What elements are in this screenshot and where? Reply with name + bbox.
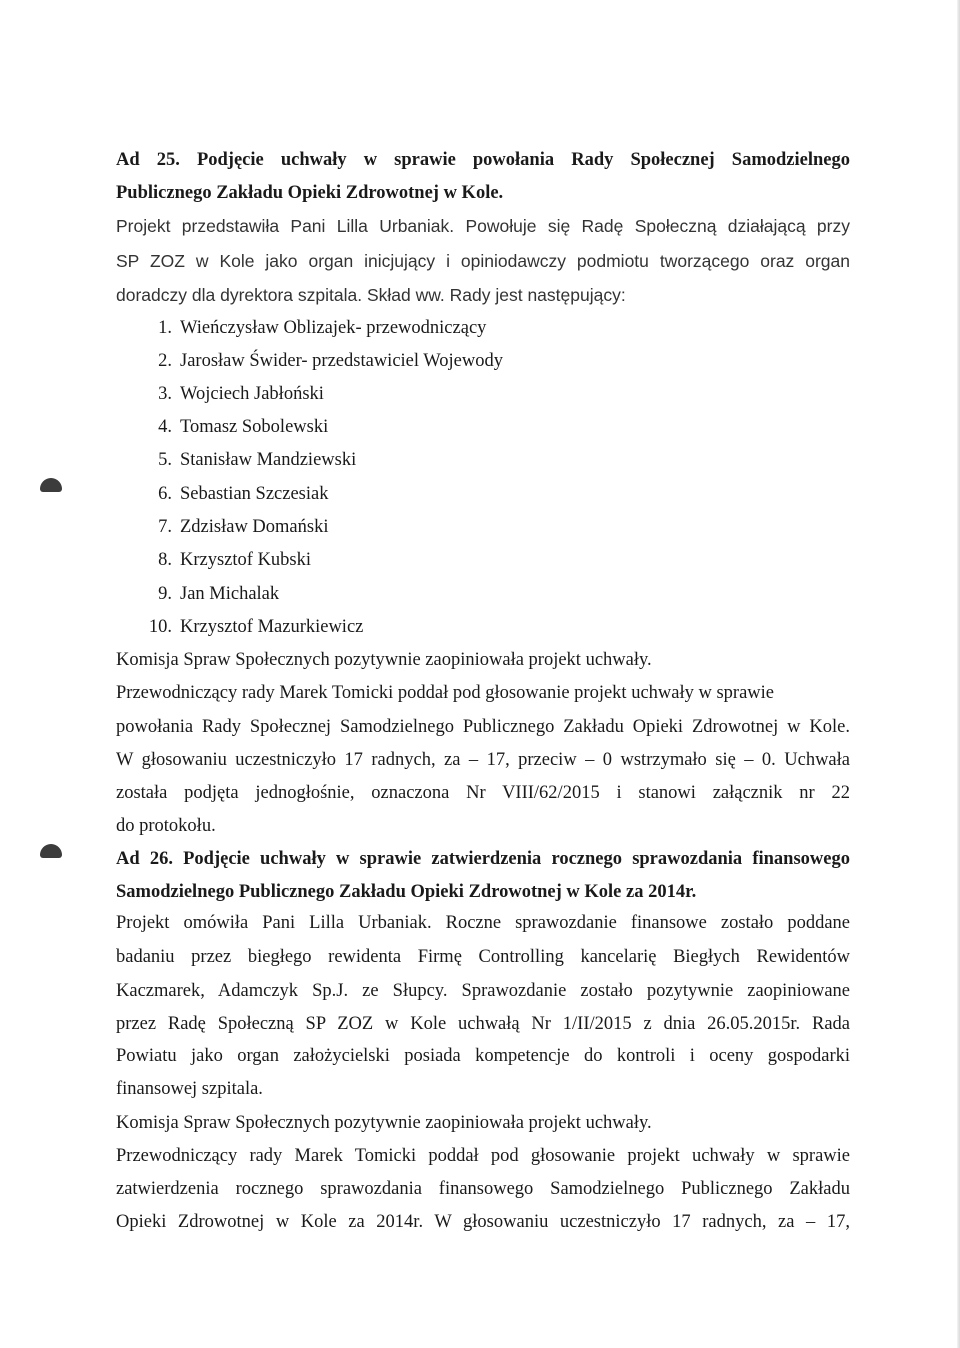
- list-item-number: 7.: [158, 517, 172, 537]
- list-item: [146, 317, 646, 339]
- list-item-number: 3.: [158, 384, 172, 404]
- paragraph-line: Powiatu jako organ założycielski posiada kompetencje do kontroli i oceny gospodarki: [116, 1046, 850, 1066]
- list-item-number: 6.: [158, 484, 172, 504]
- paragraph-line: Komisja Spraw Społecznych pozytywnie zaopiniowała projekt uchwały.: [116, 650, 652, 670]
- list-item: [146, 483, 646, 505]
- paragraph-line: Opieki Zdrowotnej w Kole za 2014r. W głosowaniu uczestniczyło 17 radnych, za – 17,: [116, 1212, 850, 1232]
- list-item-name: Tomasz Sobolewski: [180, 417, 329, 437]
- list-item-name: Krzysztof Kubski: [180, 550, 312, 570]
- paragraph-line: Projekt przedstawiła Pani Lilla Urbaniak. Powołuje się Radę Społeczną działającą przy: [116, 216, 850, 236]
- list-item-number: 1.: [158, 318, 172, 338]
- list-item-name: Krzysztof Mazurkiewicz: [180, 617, 364, 637]
- paragraph-line: przez Radę Społeczną SP ZOZ w Kole uchwałą Nr 1/II/2015 z dnia 26.05.2015r. Rada: [116, 1014, 850, 1034]
- list-item: [146, 616, 646, 638]
- list-item-name: Jarosław Świder- przedstawiciel Wojewody: [180, 351, 504, 371]
- list-item-name: Sebastian Szczesiak: [180, 484, 329, 504]
- paragraph-line: SP ZOZ w Kole jako organ inicjujący i opiniodawczy podmiotu tworzącego oraz organ: [116, 251, 850, 271]
- list-item: [146, 516, 646, 538]
- paragraph-line: do protokołu.: [116, 816, 216, 836]
- paragraph-line: doradczy dla dyrektora szpitala. Skład ww. Rady jest następujący:: [116, 285, 626, 305]
- list-item: [146, 549, 646, 571]
- section-heading-ad26: Ad 26. Podjęcie uchwały w sprawie zatwierdzenia rocznego sprawozdania finansowego: [116, 849, 850, 869]
- paragraph-line: powołania Rady Społecznej Samodzielnego Publicznego Zakładu Opieki Zdrowotnej w Kole.: [116, 717, 850, 737]
- paragraph-line: badaniu przez biegłego rewidenta Firmę Controlling kancelarię Biegłych Rewidentów: [116, 947, 850, 967]
- paragraph-line: zatwierdzenia rocznego sprawozdania finansowego Samodzielnego Publicznego Zakładu: [116, 1179, 850, 1199]
- section-heading-ad25: Ad 25. Podjęcie uchwały w sprawie powołania Rady Społecznej Samodzielnego: [116, 150, 850, 170]
- list-item-number: 10.: [148, 617, 172, 637]
- list-item-number: 2.: [158, 351, 172, 371]
- list-item-name: Zdzisław Domański: [180, 517, 329, 537]
- list-item-number: 8.: [158, 550, 172, 570]
- paragraph-line: Kaczmarek, Adamczyk Sp.J. ze Słupcy. Sprawozdanie zostało pozytywnie zaopiniowane: [116, 981, 850, 1001]
- punch-hole-mark: [40, 478, 62, 492]
- paragraph-line: finansowej szpitala.: [116, 1079, 263, 1099]
- section-heading-ad25-cont: Publicznego Zakładu Opieki Zdrowotnej w Kole.: [116, 183, 504, 203]
- list-item-number: 4.: [158, 417, 172, 437]
- list-item: [146, 350, 646, 372]
- paragraph-line: została podjęta jednogłośnie, oznaczona Nr VIII/62/2015 i stanowi załącznik nr 22: [116, 783, 850, 803]
- list-item-name: Stanisław Mandziewski: [180, 450, 357, 470]
- paragraph-line: Projekt omówiła Pani Lilla Urbaniak. Roczne sprawozdanie finansowe zostało poddane: [116, 913, 850, 933]
- list-item: [146, 583, 646, 605]
- paragraph-line: Przewodniczący rady Marek Tomicki poddał pod głosowanie projekt uchwały w sprawie: [116, 1146, 850, 1166]
- list-item: [146, 449, 646, 471]
- list-item: [146, 416, 646, 438]
- list-item-name: Wieńczysław Oblizajek- przewodniczący: [180, 318, 487, 338]
- list-item-number: 9.: [158, 584, 172, 604]
- punch-hole-mark: [40, 844, 62, 858]
- list-item: [146, 383, 646, 405]
- section-heading-ad26-cont: Samodzielnego Publicznego Zakładu Opieki Zdrowotnej w Kole za 2014r.: [116, 882, 697, 902]
- list-item-name: Jan Michalak: [180, 584, 280, 604]
- list-item-name: Wojciech Jabłoński: [180, 384, 324, 404]
- paragraph-line: Przewodniczący rady Marek Tomicki poddał pod głosowanie projekt uchwały w sprawie: [116, 683, 775, 703]
- paragraph-line: W głosowaniu uczestniczyło 17 radnych, za – 17, przeciw – 0 wstrzymało się – 0. Uchwała: [116, 750, 850, 770]
- list-item-number: 5.: [158, 450, 172, 470]
- paragraph-line: Komisja Spraw Społecznych pozytywnie zaopiniowała projekt uchwały.: [116, 1113, 652, 1133]
